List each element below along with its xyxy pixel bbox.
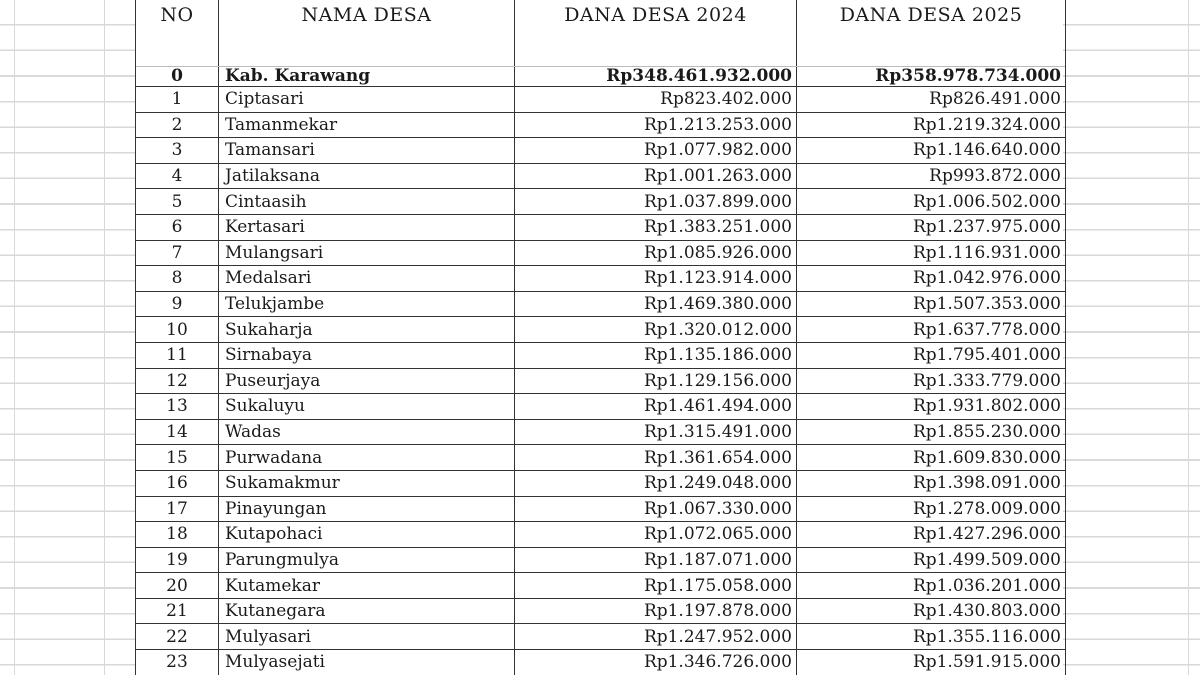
table-row — [136, 624, 1065, 650]
dana-2025-cell[interactable]: Rp1.036.201.000 — [797, 573, 1065, 599]
table-row — [136, 650, 1065, 675]
no-cell[interactable]: 18 — [136, 522, 219, 548]
no-cell[interactable]: 14 — [136, 420, 219, 446]
dana-2024-cell[interactable]: Rp1.129.156.000 — [515, 369, 797, 395]
dana-2024-cell[interactable]: Rp823.402.000 — [515, 87, 797, 113]
nama-desa-cell[interactable]: Sukaluyu — [219, 394, 515, 420]
dana-2024-cell[interactable]: Rp1.187.071.000 — [515, 548, 797, 574]
table-row — [136, 548, 1065, 574]
no-cell[interactable]: 4 — [136, 164, 219, 190]
nama-desa-cell[interactable]: Tamansari — [219, 138, 515, 164]
dana-2024-cell[interactable]: Rp1.247.952.000 — [515, 624, 797, 650]
dana-2024-cell[interactable]: Rp1.469.380.000 — [515, 292, 797, 318]
nama-desa-cell[interactable]: Kertasari — [219, 215, 515, 241]
nama-desa-cell[interactable]: Purwadana — [219, 445, 515, 471]
table-row — [136, 189, 1065, 215]
dana-2025-cell[interactable]: Rp1.333.779.000 — [797, 369, 1065, 395]
table-row — [136, 599, 1065, 625]
dana-2025-cell[interactable]: Rp1.006.502.000 — [797, 189, 1065, 215]
dana-2024-cell[interactable]: Rp1.461.494.000 — [515, 394, 797, 420]
no-cell[interactable]: 12 — [136, 369, 219, 395]
dana-2025-cell[interactable]: Rp1.427.296.000 — [797, 522, 1065, 548]
no-cell[interactable]: 1 — [136, 87, 219, 113]
dana-2025-cell[interactable]: Rp1.855.230.000 — [797, 420, 1065, 446]
no-cell[interactable]: 5 — [136, 189, 219, 215]
dana-2024-cell[interactable]: Rp1.383.251.000 — [515, 215, 797, 241]
table-row — [136, 164, 1065, 190]
header-no[interactable]: NO — [136, 0, 219, 66]
dana-2025-cell[interactable]: Rp1.931.802.000 — [797, 394, 1065, 420]
no-cell[interactable]: 22 — [136, 624, 219, 650]
nama-desa-cell[interactable]: Mulangsari — [219, 241, 515, 267]
table-row — [136, 573, 1065, 599]
no-cell[interactable]: 8 — [136, 266, 219, 292]
nama-desa-cell[interactable]: Kutamekar — [219, 573, 515, 599]
dana-2024-cell[interactable]: Rp1.067.330.000 — [515, 497, 797, 523]
no-cell[interactable]: 20 — [136, 573, 219, 599]
no-cell[interactable]: 17 — [136, 497, 219, 523]
header-dana-desa-2024[interactable]: DANA DESA 2024 — [515, 0, 797, 66]
nama-desa-cell[interactable]: Sirnabaya — [219, 343, 515, 369]
dana-2024-cell[interactable]: Rp1.315.491.000 — [515, 420, 797, 446]
dana-2024-cell[interactable]: Rp1.077.982.000 — [515, 138, 797, 164]
no-cell[interactable]: 2 — [136, 113, 219, 139]
dana-2024-cell[interactable]: Rp1.213.253.000 — [515, 113, 797, 139]
nama-desa-cell[interactable]: Sukaharja — [219, 317, 515, 343]
nama-desa-cell[interactable]: Telukjambe — [219, 292, 515, 318]
total-row — [136, 67, 1065, 87]
dana-2025-cell[interactable]: Rp1.146.640.000 — [797, 138, 1065, 164]
nama-desa-cell[interactable]: Kutapohaci — [219, 522, 515, 548]
dana-2024-cell[interactable]: Rp1.001.263.000 — [515, 164, 797, 190]
dana-2025-cell[interactable]: Rp1.398.091.000 — [797, 471, 1065, 497]
header-nama-desa[interactable]: NAMA DESA — [219, 0, 515, 66]
dana-2025-cell[interactable]: Rp1.507.353.000 — [797, 292, 1065, 318]
no-cell[interactable]: 6 — [136, 215, 219, 241]
dana-2024-cell[interactable]: Rp1.197.878.000 — [515, 599, 797, 625]
no-cell[interactable]: 3 — [136, 138, 219, 164]
no-cell[interactable]: 21 — [136, 599, 219, 625]
dana-2024-cell[interactable]: Rp1.249.048.000 — [515, 471, 797, 497]
dana-2025-cell[interactable]: Rp1.609.830.000 — [797, 445, 1065, 471]
table-row — [136, 471, 1065, 497]
table-body — [136, 87, 1065, 675]
dana-2024-cell[interactable]: Rp1.085.926.000 — [515, 241, 797, 267]
dana-2025-cell[interactable]: Rp1.219.324.000 — [797, 113, 1065, 139]
nama-desa-cell[interactable]: Pinayungan — [219, 497, 515, 523]
dana-2025-cell[interactable]: Rp993.872.000 — [797, 164, 1065, 190]
table-row — [136, 497, 1065, 523]
dana-2025-cell[interactable]: Rp1.591.915.000 — [797, 650, 1065, 675]
header-dana-desa-2025[interactable]: DANA DESA 2025 — [839, 4, 1023, 26]
dana-2025-cell[interactable]: Rp826.491.000 — [797, 87, 1065, 113]
dana-2025-cell[interactable]: Rp1.499.509.000 — [797, 548, 1065, 574]
table-header-row — [136, 0, 1065, 67]
nama-desa-cell[interactable]: Mulyasari — [219, 624, 515, 650]
no-cell[interactable]: 16 — [136, 471, 219, 497]
dana-2025-cell[interactable]: Rp1.355.116.000 — [797, 624, 1065, 650]
nama-desa-cell[interactable]: Parungmulya — [219, 548, 515, 574]
nama-desa-cell[interactable]: Cintaasih — [219, 189, 515, 215]
table-row — [136, 343, 1065, 369]
total-no-cell[interactable]: 0 — [136, 67, 219, 87]
dana-2025-cell[interactable]: Rp1.795.401.000 — [797, 343, 1065, 369]
table-row — [136, 522, 1065, 548]
nama-desa-cell[interactable]: Sukamakmur — [219, 471, 515, 497]
dana-2025-cell[interactable]: Rp1.237.975.000 — [797, 215, 1065, 241]
sheet-grid-left — [0, 0, 135, 675]
nama-desa-cell[interactable]: Ciptasari — [219, 87, 515, 113]
no-cell[interactable]: 19 — [136, 548, 219, 574]
table-row — [136, 420, 1065, 446]
table-row — [136, 266, 1065, 292]
dana-2024-cell[interactable]: Rp1.175.058.000 — [515, 573, 797, 599]
total-name-cell[interactable]: Kab. Karawang — [219, 67, 515, 87]
total-dana-2024-cell[interactable]: Rp348.461.932.000 — [515, 67, 797, 87]
dana-2024-cell[interactable]: Rp1.123.914.000 — [515, 266, 797, 292]
nama-desa-cell[interactable]: Wadas — [219, 420, 515, 446]
table-row — [136, 445, 1065, 471]
dana-2025-cell[interactable]: Rp1.430.803.000 — [797, 599, 1065, 625]
no-cell[interactable]: 13 — [136, 394, 219, 420]
no-cell[interactable]: 7 — [136, 241, 219, 267]
dana-2024-cell[interactable]: Rp1.361.654.000 — [515, 445, 797, 471]
no-cell[interactable]: 23 — [136, 650, 219, 675]
table-row — [136, 87, 1065, 113]
table-row — [136, 369, 1065, 395]
total-dana-2025-cell[interactable]: Rp358.978.734.000 — [797, 67, 1065, 87]
dana-2024-cell[interactable]: Rp1.320.012.000 — [515, 317, 797, 343]
dana-2025-cell[interactable]: Rp1.116.931.000 — [797, 241, 1065, 267]
table-row — [136, 138, 1065, 164]
dana-2025-cell[interactable]: Rp1.042.976.000 — [797, 266, 1065, 292]
table-row — [136, 317, 1065, 343]
nama-desa-cell[interactable]: Jatilaksana — [219, 164, 515, 190]
nama-desa-cell[interactable]: Puseurjaya — [219, 369, 515, 395]
table-row — [136, 394, 1065, 420]
table-row — [136, 241, 1065, 267]
sheet-grid-right — [1063, 0, 1200, 675]
table-row — [136, 113, 1065, 139]
dana-desa-table — [135, 0, 1066, 675]
nama-desa-cell[interactable]: Mulyasejati — [219, 650, 515, 675]
dana-2025-cell[interactable]: Rp1.637.778.000 — [797, 317, 1065, 343]
nama-desa-cell[interactable]: Tamanmekar — [219, 113, 515, 139]
no-cell[interactable]: 15 — [136, 445, 219, 471]
table-row — [136, 215, 1065, 241]
dana-2024-cell[interactable]: Rp1.135.186.000 — [515, 343, 797, 369]
no-cell[interactable]: 10 — [136, 317, 219, 343]
no-cell[interactable]: 9 — [136, 292, 219, 318]
no-cell[interactable]: 11 — [136, 343, 219, 369]
dana-2025-cell[interactable]: Rp1.278.009.000 — [797, 497, 1065, 523]
dana-2024-cell[interactable]: Rp1.346.726.000 — [515, 650, 797, 675]
nama-desa-cell[interactable]: Medalsari — [219, 266, 515, 292]
dana-2024-cell[interactable]: Rp1.037.899.000 — [515, 189, 797, 215]
nama-desa-cell[interactable]: Kutanegara — [219, 599, 515, 625]
dana-2024-cell[interactable]: Rp1.072.065.000 — [515, 522, 797, 548]
table-row — [136, 292, 1065, 318]
